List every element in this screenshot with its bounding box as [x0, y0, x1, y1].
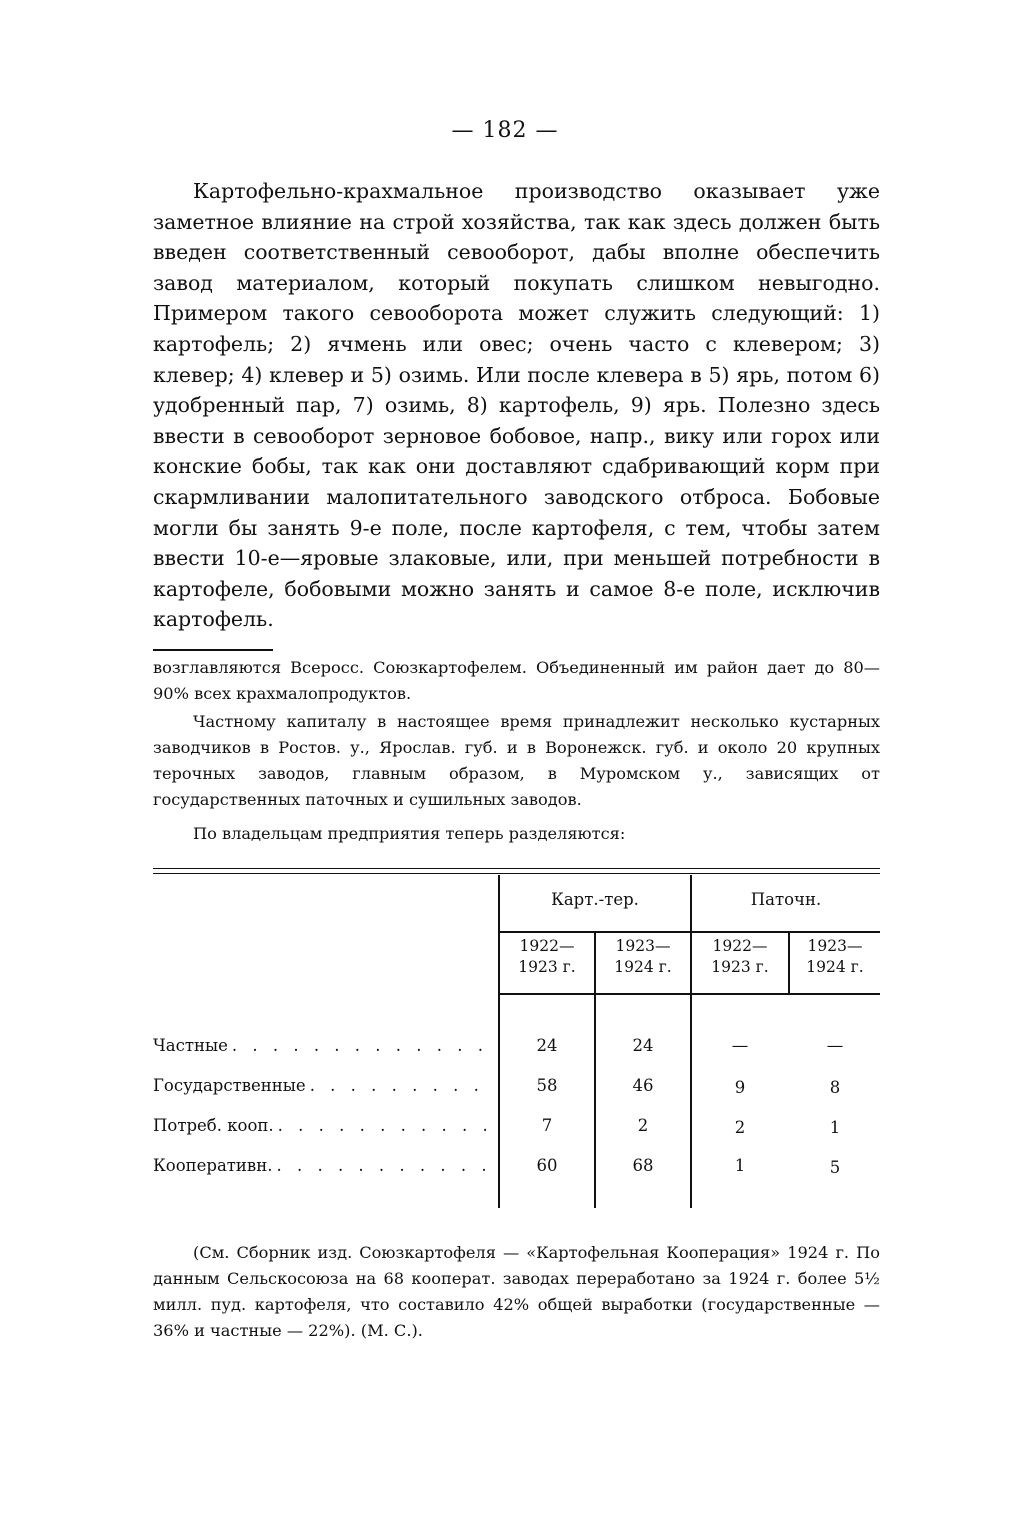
table-cell: 68: [632, 1156, 654, 1175]
table-cell: 46: [632, 1076, 654, 1095]
footnote-private-capital: Частному капиталу в настоящее время принадлежит несколько кустарных заводчиков в Ростов. у., Ярослав. губ. и в Воронежск. губ. и около 20 крупных терочных заводов, главным образом, в Муромском у., зависящих от государственных паточных и сушильных заводов.: [153, 712, 880, 809]
table-row-label: [153, 1156, 488, 1175]
table-header-underline: [498, 993, 880, 995]
year-header: 1922— 1923 г.: [711, 937, 769, 976]
source-note: (См. Сборник изд. Союзкартофеля — «Картофельная Кооперация» 1924 г. По данным Сельскосоюза на 68 кооперат. заводах переработано за 1924 г. более 5½ милл. пуд. картофеля, что составило 42% общей выработки (государственные — 36% и частные — 22%). (М. С.).: [153, 1243, 880, 1340]
table-cell: 8: [829, 1078, 841, 1097]
leader-dots: [272, 1156, 488, 1175]
row-label-text: Кооперативн.: [153, 1156, 273, 1175]
table-cell: 1: [734, 1156, 746, 1175]
row-label-text: Частные: [153, 1036, 228, 1055]
row-label-text: Государственные: [153, 1076, 306, 1095]
leader-dots: [306, 1076, 488, 1095]
row-label-text: Потреб. кооп.: [153, 1116, 274, 1135]
page-number: — 182 —: [451, 118, 559, 143]
group-header-kart-ter: Карт.-тер.: [551, 890, 639, 909]
table-cell: 5: [829, 1158, 841, 1177]
table-cell: 24: [632, 1036, 654, 1055]
table-group-underline: [498, 931, 880, 933]
table-intro: По владельцам предприятия теперь разделяются:: [193, 824, 626, 843]
ownership-table: [153, 868, 880, 1208]
table-cell: 7: [541, 1116, 553, 1135]
year-header: 1922— 1923 г.: [518, 937, 576, 976]
leader-dots: [228, 1036, 488, 1055]
main-paragraph: Картофельно-крахмальное производство оказывает уже заметное влияние на строй хозяйства, так как здесь должен быть введен соответственный севооборот, дабы вполне обеспечить завод материалом, который покупать слишком невыгодно. Примером такого севооборота может служить следующий: 1) картофель; 2) ячмень или овес; очень часто с клевером; 3) клевер; 4) клевер и 5) озимь. Или после клевера в 5) ярь, потом 6) удобренный пар, 7) озимь, 8) картофель, 9) ярь. Полезно здесь ввести в севооборот зерновое бобовое, напр., вику или горох или конские бобы, так как они доставляют сдабривающий корм при скармливании малопитательного заводского отброса. Бобовые могли бы занять 9-е поле, после картофеля, с тем, чтобы затем ввести 10-е—яровые злаковые, или, при меньшей потребности в картофеле, бобовыми можно занять и самое 8-е поле, исключив картофель.: [153, 179, 880, 632]
group-header-patochn: Паточн.: [750, 890, 822, 909]
year-header: 1923— 1924 г.: [806, 937, 864, 976]
footnote-divider: [153, 649, 273, 651]
table-row-label: [153, 1116, 488, 1135]
table-cell: —: [731, 1036, 749, 1055]
table-cell: 2: [734, 1118, 746, 1137]
table-row-label: [153, 1076, 488, 1095]
table-cell: —: [826, 1036, 844, 1055]
table-cell: 9: [734, 1078, 746, 1097]
table-cell: 60: [536, 1156, 558, 1175]
table-row-label: [153, 1036, 488, 1055]
table-cell: 2: [637, 1116, 649, 1135]
table-cell: 1: [829, 1118, 841, 1137]
footnote-continuation: возглавляются Всеросс. Союзкартофелем. Объединенный им район дает до 80—90% всех крахмалопродуктов.: [153, 658, 880, 703]
table-top-rule-double: [153, 873, 880, 874]
table-cell: 24: [536, 1036, 558, 1055]
year-header: 1923— 1924 г.: [614, 937, 672, 976]
table-top-rule: [153, 868, 880, 869]
table-cell: 58: [536, 1076, 558, 1095]
leader-dots: [274, 1116, 488, 1135]
